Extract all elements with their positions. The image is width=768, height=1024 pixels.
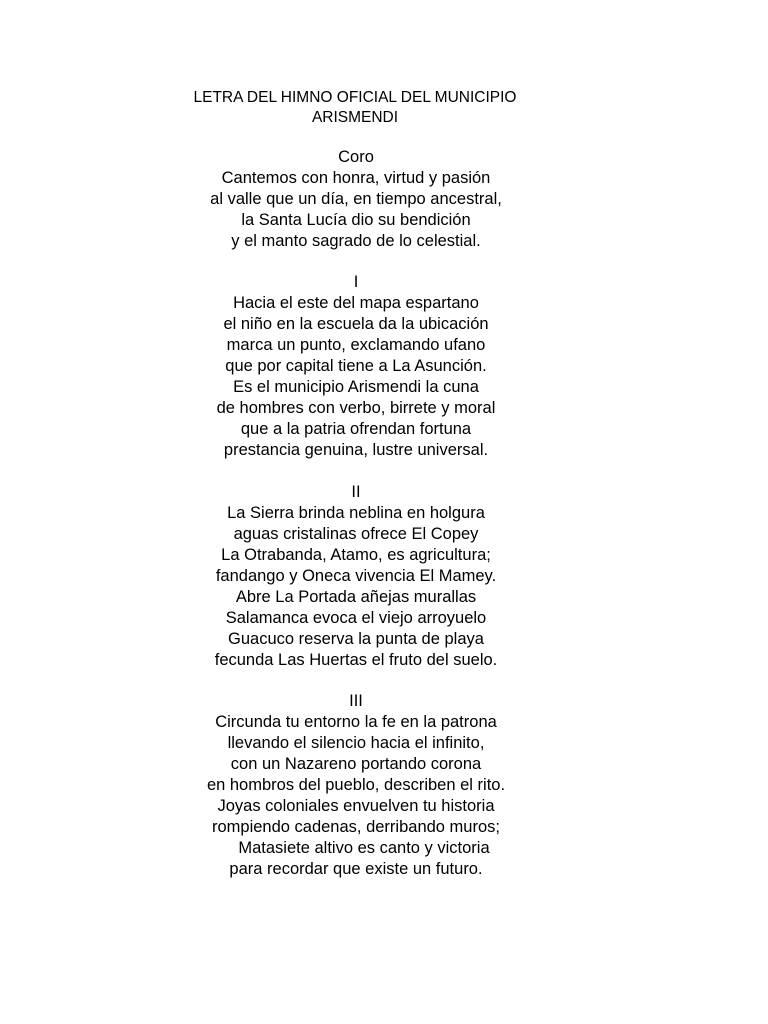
verse-line: con un Nazareno portando corona [230, 755, 482, 773]
verse-line: en hombros del pueblo, describen el rito. [206, 776, 506, 794]
verse-line: prestancia genuina, lustre universal. [223, 441, 489, 459]
verse-line: rompiendo cadenas, derribando muros; [211, 818, 500, 836]
stanza-heading: Coro [338, 148, 374, 166]
document-title-line-2: ARISMENDI [311, 109, 399, 126]
verse-line: La Otrabanda, Atamo, es agricultura; [221, 546, 491, 564]
document-title-line-1: LETRA DEL HIMNO OFICIAL DEL MUNICIPIO [193, 89, 517, 106]
verse-line: Es el municipio Arismendi la cuna [233, 378, 479, 396]
verse-line: Salamanca evoca el viejo arroyuelo [225, 609, 487, 627]
stanza-iii [0, 691, 712, 880]
verse-line: marca un punto, exclamando ufano [226, 336, 486, 354]
stanza-heading: I [353, 273, 359, 291]
stanza-i [0, 272, 712, 461]
verse-line: Joyas coloniales envuelven tu historia [217, 797, 495, 815]
verse-line: para recordar que existe un futuro. [229, 860, 483, 878]
verse-line: y el manto sagrado de lo celestial. [231, 232, 481, 250]
verse-line: Abre La Portada añejas murallas [235, 588, 477, 606]
verse-line: La Sierra brinda neblina en holgura [227, 504, 485, 522]
verse-line: Hacia el este del mapa espartano [233, 294, 479, 312]
verse-line: aguas cristalinas ofrece El Copey [233, 525, 479, 543]
verse-line: de hombres con verbo, birrete y moral [216, 399, 496, 417]
verse-line: llevando el silencio hacia el infinito, [227, 734, 485, 752]
verse-line: fecunda Las Huertas el fruto del suelo. [214, 651, 498, 669]
stanza-heading: III [349, 692, 363, 710]
verse-line: Cantemos con honra, virtud y pasión [221, 169, 491, 187]
verse-line: que por capital tiene a La Asunción. [225, 357, 487, 375]
stanza-coro [0, 147, 712, 252]
stanza-ii [0, 482, 712, 671]
verse-line: fandango y Oneca vivencia El Mamey. [215, 567, 497, 585]
stanza-heading: II [351, 483, 361, 501]
verse-line: Guacuco reserva la punta de playa [228, 630, 484, 648]
verse-line: que a la patria ofrendan fortuna [240, 420, 472, 438]
verse-line: Matasiete altivo es canto y victoria [238, 839, 490, 857]
verse-line: el niño en la escuela da la ubicación [223, 315, 489, 333]
verse-line: la Santa Lucía dio su bendición [241, 211, 471, 229]
verse-line: al valle que un día, en tiempo ancestral, [210, 190, 502, 208]
verse-line: Circunda tu entorno la fe en la patrona [215, 713, 497, 731]
